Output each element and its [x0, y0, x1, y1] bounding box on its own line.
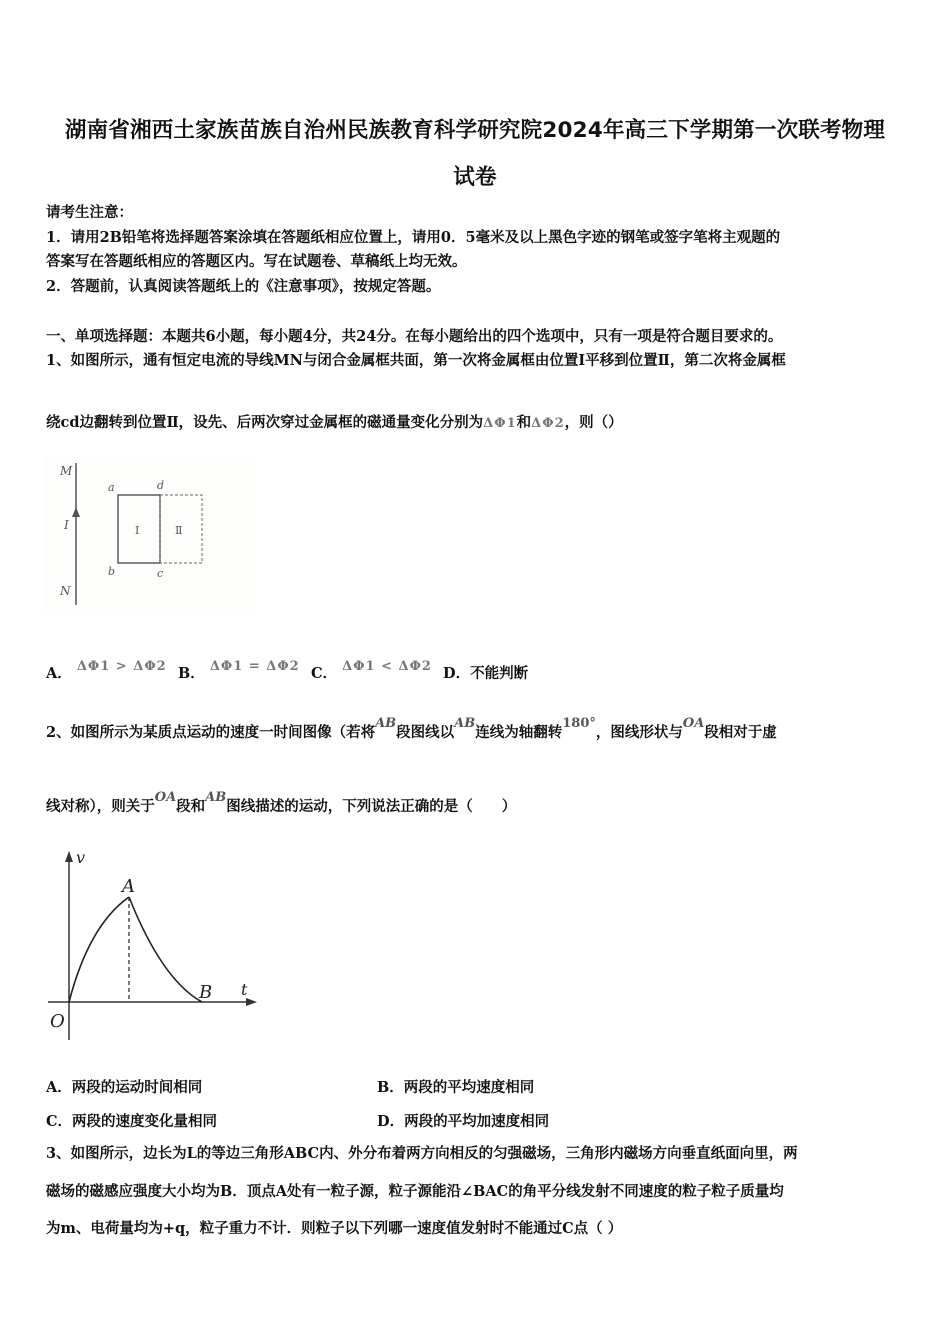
- q2-text-line2: [46, 790, 517, 818]
- notice-item-2: 2．答题前，认真阅读答题纸上的《注意事项》，按规定答题。: [46, 278, 441, 295]
- q1-figure: [46, 455, 256, 615]
- q2-p3: 连线为轴翻转: [475, 724, 563, 741]
- label-position-2: Ⅱ: [175, 524, 183, 537]
- q2-option-c[interactable]: C．两段的速度变化量相同: [46, 1113, 218, 1130]
- point-label-a: A: [122, 876, 135, 897]
- q2-degree: 180°: [562, 716, 596, 731]
- q3-text-line3: 为m、电荷量均为+q，粒子重力不计．则粒子以下列哪一速度值发射时不能通过C点（ ）: [46, 1220, 623, 1237]
- label-b: b: [108, 565, 116, 578]
- q2-figure: [44, 845, 259, 1045]
- t-axis-arrow-icon: [246, 998, 257, 1006]
- q1-option-c[interactable]: [311, 659, 432, 683]
- q2-l2c: 图线描述的运动，下列说法正确的是（ ）: [226, 798, 517, 815]
- q1-text-line2a: 绕cd边翻转到位置Ⅱ，设先、后两次穿过金属框的磁通量变化分别为: [46, 414, 484, 431]
- q2-ab-2: AB: [454, 716, 476, 731]
- q2-ab-1: AB: [375, 716, 397, 731]
- q2-ab-3: AB: [205, 790, 227, 805]
- label-d: d: [157, 479, 165, 492]
- q3-text-line1: 3、如图所示，边长为L的等边三角形ABC内、外分布着两方向相反的匀强磁场，三角形内磁场方向垂直纸面向里，两: [46, 1145, 798, 1162]
- q1-option-a-math: ΔΦ1 > ΔΦ2: [76, 659, 167, 674]
- q2-p4: ，图线形状与: [595, 724, 683, 741]
- q1-figure-background: [46, 455, 256, 615]
- q1-text-line1: 1、如图所示，通有恒定电流的导线MN与闭合金属框共面，第一次将金属框由位置Ⅰ平移到位置Ⅱ，第二次将金属框: [46, 352, 786, 369]
- q1-option-c-math: ΔΦ1 < ΔΦ2: [342, 659, 432, 674]
- notice-item-1a: 1．请用2B铅笔将选择题答案涂填在答题纸相应位置上，请用0．5毫米及以上黑色字迹的钢笔或签字笔将主观题的: [46, 229, 781, 246]
- axis-label-t: t: [241, 980, 248, 999]
- q1-option-a-label: A．: [46, 665, 72, 682]
- label-n: N: [60, 584, 71, 598]
- exam-title-line2: 试卷: [453, 165, 497, 190]
- label-position-1: Ⅰ: [135, 524, 140, 537]
- q1-option-b-math: ΔΦ1 = ΔΦ2: [209, 659, 300, 674]
- q2-text-line1: [46, 716, 777, 744]
- q1-option-b[interactable]: [178, 659, 300, 683]
- q1-option-d-label: D．: [443, 665, 471, 682]
- q1-option-b-label: B．: [178, 665, 205, 682]
- q2-l2a: 线对称），则关于: [46, 798, 155, 815]
- delta-phi-2: ΔΦ2: [531, 416, 565, 431]
- q2-option-b[interactable]: B．两段的平均速度相同: [377, 1079, 535, 1096]
- curve-ab: [129, 897, 202, 1002]
- q2-option-a[interactable]: A．两段的运动时间相同: [46, 1079, 203, 1096]
- q1-and: 和: [516, 414, 532, 431]
- delta-phi-1: ΔΦ1: [483, 416, 517, 431]
- q1-option-d-text: 不能判断: [470, 665, 529, 682]
- notice-item-1b: 答案写在答题纸相应的答题区内。写在试题卷、草稿纸上均无效。: [46, 253, 467, 270]
- origin-label-o: O: [50, 1011, 65, 1032]
- q2-option-d[interactable]: D．两段的平均加速度相同: [377, 1113, 550, 1130]
- label-a: a: [108, 481, 115, 494]
- q2-oa-1: OA: [682, 716, 705, 731]
- q1-option-d[interactable]: [443, 662, 528, 683]
- label-m: M: [60, 464, 73, 478]
- notice-heading: 请考生注意：: [46, 204, 133, 221]
- point-label-b: B: [199, 982, 213, 1003]
- q1-text-line2b: ，则（）: [564, 414, 623, 431]
- q2-oa-2: OA: [154, 790, 177, 805]
- label-c: c: [157, 567, 164, 580]
- q1-option-a[interactable]: [46, 659, 167, 683]
- exam-title-line1: 湖南省湘西土家族苗族自治州民族教育科学研究院2024年高三下学期第一次联考物理: [64, 118, 886, 143]
- q2-p1: 2、如图所示为某质点运动的速度一时间图像（若将: [46, 724, 376, 741]
- q1-option-c-label: C．: [311, 665, 338, 682]
- curve-oa: [69, 897, 129, 1002]
- q2-p5: 段相对于虚: [704, 724, 777, 741]
- q2-l2b: 段和: [176, 798, 206, 815]
- q1-text-line2: [46, 413, 623, 434]
- label-i: I: [64, 518, 69, 532]
- section-heading: 一、单项选择题：本题共6小题，每小题4分，共24分。在每小题给出的四个选项中，只有一项是符合题目要求的。: [46, 328, 783, 345]
- v-axis-arrow-icon: [65, 851, 73, 862]
- axis-label-v: v: [76, 848, 86, 867]
- q2-p2: 段图线以: [396, 724, 455, 741]
- q3-text-line2: 磁场的磁感应强度大小均为B．顶点A处有一粒子源，粒子源能沿∠BAC的角平分线发射不同速度的粒子粒子质量均: [46, 1183, 784, 1200]
